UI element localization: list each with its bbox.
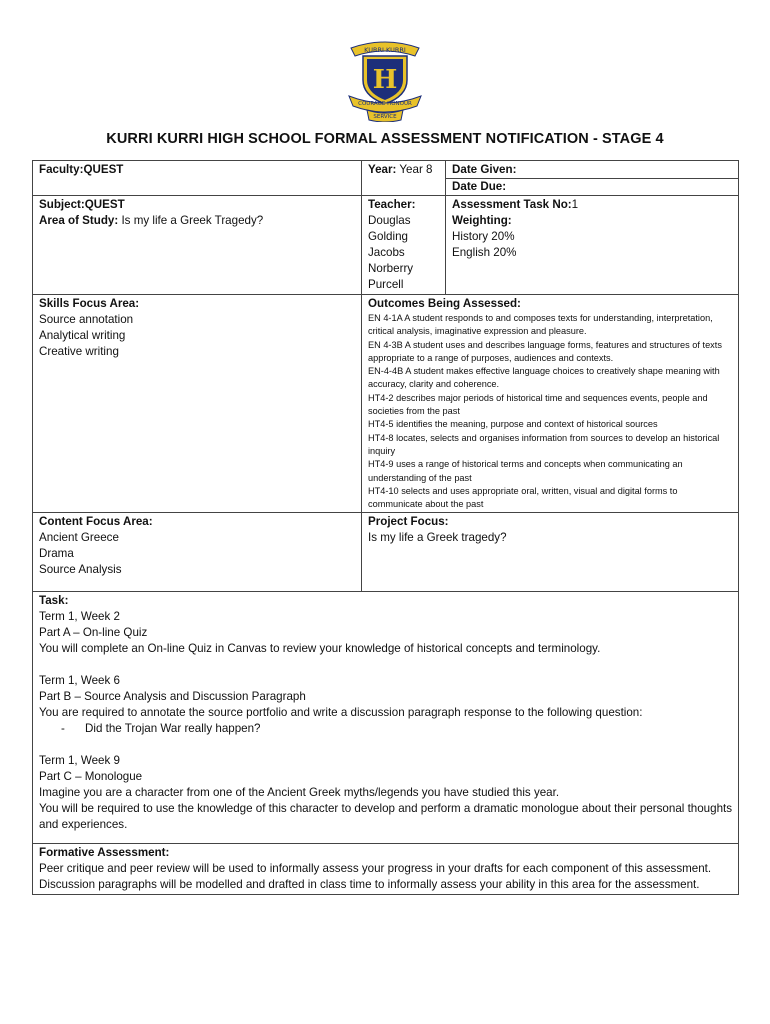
outcome-item: EN 4-3B A student uses and describes language forms, features and structures of texts appropriate to a range of purposes, audiences and contexts. <box>368 339 722 363</box>
part-a-when: Term 1, Week 2 <box>39 610 120 624</box>
faculty-value: QUEST <box>83 163 124 176</box>
content-focus-item: Drama <box>39 547 74 561</box>
outcomes-cell <box>362 295 739 513</box>
outcome-item: HT4-8 locates, selects and organises information from sources to develop an historical inquiry <box>368 432 720 456</box>
dates-cell <box>446 161 739 196</box>
part-c-desc2: You will be required to use the knowledge of this character to develop and perform a dramatic monologue about their personal thoughts and experiences. <box>39 802 733 832</box>
bullet-dash: - <box>61 722 65 736</box>
school-crest-logo <box>347 38 423 122</box>
part-b-title: Part B – Source Analysis and Discussion Paragraph <box>39 690 306 704</box>
teacher-name: Jacobs <box>368 246 405 259</box>
crest-top-text: KURRI KURRI <box>364 46 406 54</box>
crest-service-text: SERVICE <box>373 114 397 120</box>
task-cell <box>33 592 739 844</box>
weighting-item: History 20% <box>452 230 515 243</box>
content-focus-item: Ancient Greece <box>39 531 119 545</box>
task-number-cell <box>446 196 739 295</box>
teacher-name: Douglas <box>368 214 411 227</box>
row-formative <box>33 844 739 895</box>
content-focus-label: Content Focus Area: <box>39 515 153 529</box>
formative-label: Formative Assessment: <box>39 846 170 860</box>
row-task <box>33 592 739 844</box>
part-b-when: Term 1, Week 6 <box>39 674 120 688</box>
subject-label: Subject: <box>39 198 85 211</box>
date-due-label: Date Due: <box>452 180 507 193</box>
teacher-name: Purcell <box>368 278 404 291</box>
skills-label: Skills Focus Area: <box>39 297 140 310</box>
teacher-name: Golding <box>368 230 408 243</box>
row-subject <box>33 196 739 295</box>
outcome-item: HT4-5 identifies the meaning, purpose and context of historical sources <box>368 419 658 430</box>
skills-item: Source annotation <box>39 313 134 326</box>
outcome-item: HT4-9 uses a range of historical terms and concepts when communicating an understanding of the past <box>368 459 683 483</box>
formative-p1: Peer critique and peer review will be used to informally assess your progress in your drafts for each component of this assessment. <box>39 862 712 876</box>
teacher-cell <box>362 196 446 295</box>
weighting-label: Weighting: <box>452 214 512 227</box>
crest-monogram: H <box>372 65 398 95</box>
assessment-task-value: 1 <box>571 198 579 211</box>
weighting-item: English 20% <box>452 246 517 259</box>
project-focus-cell <box>362 513 739 592</box>
skills-item: Creative writing <box>39 345 119 358</box>
year-value: Year 8 <box>396 163 433 176</box>
year-cell <box>362 161 446 196</box>
area-of-study-value: Is my life a Greek Tragedy? <box>118 214 264 227</box>
crest-motto-text: COURAGE HONOUR <box>358 101 412 107</box>
part-b-bullet <box>39 721 733 737</box>
assessment-table <box>32 160 739 895</box>
date-given-label: Date Given: <box>446 161 738 179</box>
row-faculty <box>33 161 739 196</box>
skills-item: Analytical writing <box>39 329 126 342</box>
part-c-when: Term 1, Week 9 <box>39 754 120 768</box>
formative-p2: Discussion paragraphs will be modelled and drafted in class time to informally assess your ability in this area for the assessment. <box>39 878 700 892</box>
content-focus-item: Source Analysis <box>39 563 122 577</box>
faculty-label: Faculty: <box>39 163 84 176</box>
teacher-name: Norberry <box>368 262 414 275</box>
part-b-bullet-text: Did the Trojan War really happen? <box>85 722 261 736</box>
part-c-desc1: Imagine you are a character from one of the Ancient Greek myths/legends you have studied this year. <box>39 786 560 800</box>
formative-cell <box>33 844 739 895</box>
teacher-label: Teacher: <box>368 198 416 211</box>
year-label: Year: <box>368 163 397 176</box>
area-of-study-label: Area of Study: <box>39 214 119 227</box>
assessment-task-label: Assessment Task No: <box>452 198 572 211</box>
task-label: Task: <box>39 594 69 608</box>
content-focus-cell <box>33 513 362 592</box>
outcome-item: EN 4-1A A student responds to and composes texts for understanding, interpretation, critical analysis, imaginative expression and pleasure. <box>368 313 713 337</box>
outcome-item: HT4-2 describes major periods of historical time and sequences events, people and societies from the past <box>368 392 708 417</box>
part-a-title: Part A – On-line Quiz <box>39 626 148 640</box>
faculty-cell <box>33 161 362 196</box>
part-c-title: Part C – Monologue <box>39 770 143 784</box>
outcome-item: HT4-10 selects and uses appropriate oral, written, visual and digital forms to communicate about the past <box>368 485 678 510</box>
outcome-item: EN-4-4B A student makes effective language choices to creatively shape meaning with accuracy, clarity and coherence. <box>368 366 720 390</box>
row-skills <box>33 295 739 513</box>
project-focus-label: Project Focus: <box>368 515 449 529</box>
subject-cell <box>33 196 362 295</box>
part-a-desc: You will complete an On-line Quiz in Canvas to review your knowledge of historical concepts and terminology. <box>39 642 601 656</box>
subject-value: QUEST <box>84 198 125 211</box>
part-b-desc: You are required to annotate the source portfolio and write a discussion paragraph response to the following question: <box>39 706 643 720</box>
outcomes-label: Outcomes Being Assessed: <box>368 297 521 310</box>
skills-cell <box>33 295 362 513</box>
row-content-focus <box>33 513 739 592</box>
project-focus-value: Is my life a Greek tragedy? <box>368 531 507 545</box>
page-title: KURRI KURRI HIGH SCHOOL FORMAL ASSESSMENT NOTIFICATION - STAGE 4 <box>106 131 664 147</box>
